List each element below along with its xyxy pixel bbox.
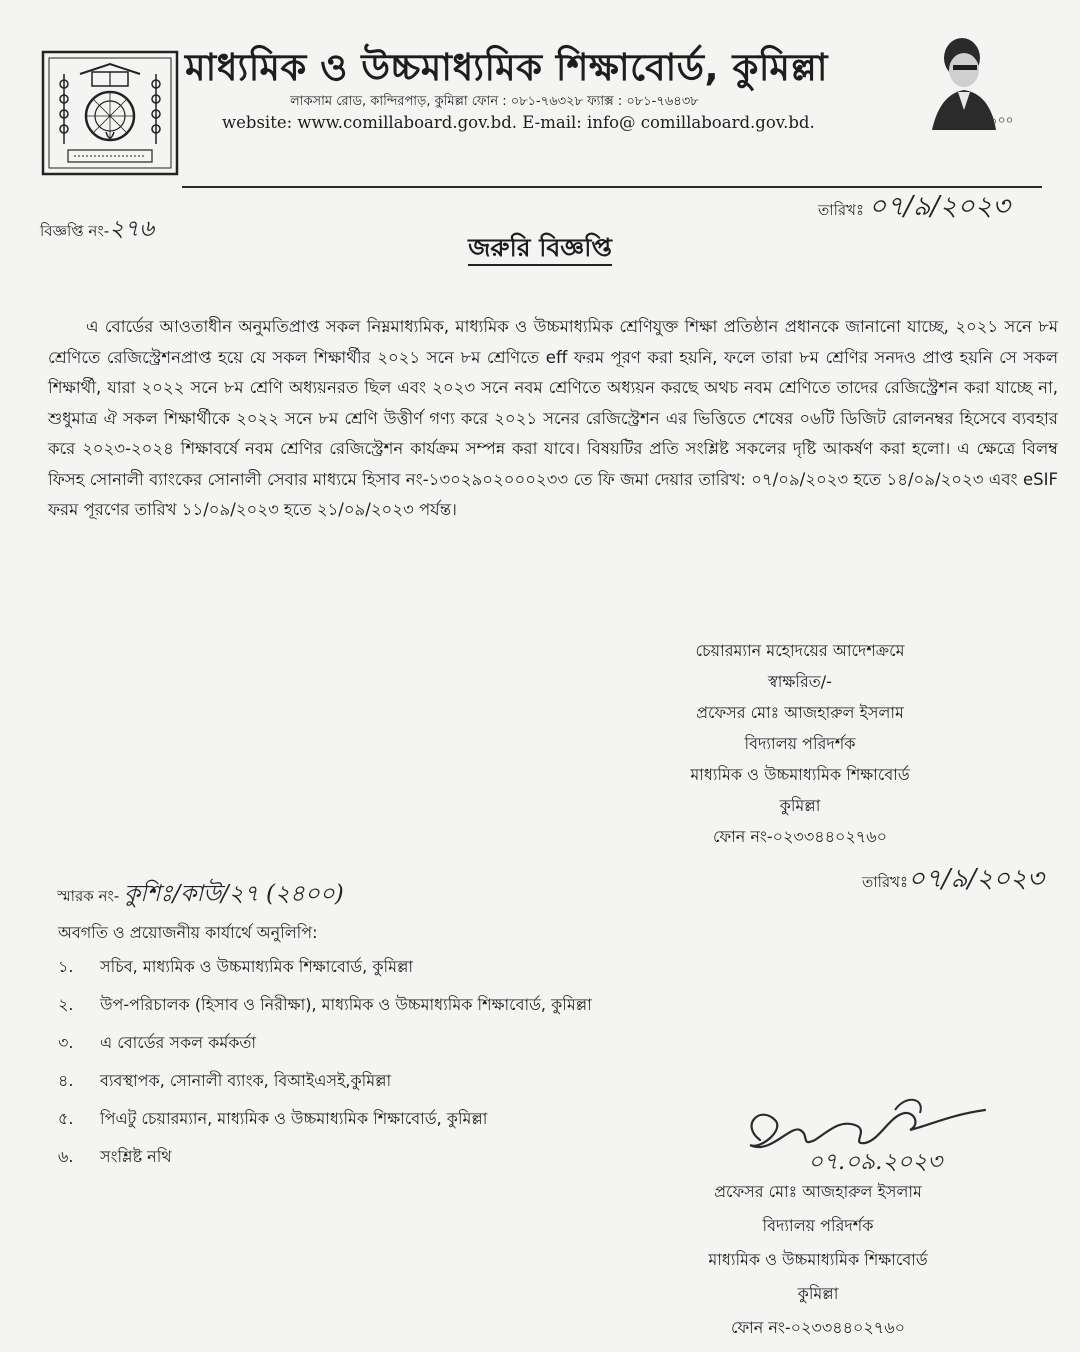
board-name: মাধ্যমিক ও উচ্চমাধ্যমিক শিক্ষাবোর্ড, কুমিল্লা <box>185 46 829 89</box>
sign1-line7: ফোন নং-০২৩৩৪৪০২৭৬০ <box>712 827 888 846</box>
list-item-text: উপ-পরিচালক (হিসাব ও নিরীক্ষা), মাধ্যমিক ও উচ্চমাধ্যমিক শিক্ষাবোর্ড, কুমিল্লা <box>100 995 592 1014</box>
memo-number-value: কুশিঃ/কাউ/২৭ (২৪০০) <box>124 881 344 907</box>
notice-date-label: তারিখঃ <box>818 201 864 219</box>
list-item-text: পিএটু চেয়ারম্যান, মাধ্যমিক ও উচ্চমাধ্যমিক শিক্ষাবোর্ড, কুমিল্লা <box>100 1109 488 1128</box>
notice-number-label: বিজ্ঞপ্তি নং- <box>40 222 110 240</box>
list-item-number: ৪. <box>58 1071 74 1090</box>
board-logo-icon <box>40 44 180 184</box>
notice-date <box>818 186 1010 231</box>
sign1-line6: কুমিল্লা <box>779 796 821 815</box>
copy-list <box>58 948 592 1176</box>
memo-date <box>862 858 1044 902</box>
list-item <box>58 1100 592 1138</box>
notice-title-text: জরুরি বিজ্ঞপ্তি <box>468 233 612 266</box>
sign1-line5: মাধ্যমিক ও উচ্চমাধ্যমিক শিক্ষাবোর্ড <box>690 765 910 784</box>
list-item <box>58 1024 592 1062</box>
list-item-number: ২. <box>58 995 74 1014</box>
notice-body <box>48 312 1058 526</box>
sign2-line1: প্রফেসর মোঃ আজহারুল ইসলাম <box>714 1182 922 1201</box>
list-item <box>58 1062 592 1100</box>
notice-date-value: ০৭/৯/২০২৩ <box>868 191 1010 222</box>
list-item-number: ৫. <box>58 1109 74 1128</box>
sign2-line4: কুমিল্লা <box>797 1284 839 1303</box>
handwritten-signature <box>730 1085 1000 1175</box>
list-item-number: ৬. <box>58 1147 74 1166</box>
portrait-emblem-icon <box>920 30 1075 130</box>
list-item-number: ১. <box>58 957 74 976</box>
list-item-text: ব্যবস্থাপক, সোনালী ব্যাংক, বিআইএসই,কুমিল্লা <box>100 1071 392 1090</box>
memo-date-label: তারিখঃ <box>862 873 908 891</box>
memo-date-value: ০৭/৯/২০২৩ <box>908 864 1044 894</box>
list-item-number: ৩. <box>58 1033 74 1052</box>
svg-text:১০০: ১০০ <box>990 113 1014 127</box>
list-item-text: সংশ্লিষ্ট নথি <box>100 1147 172 1166</box>
list-item-text: এ বোর্ডের সকল কর্মকর্তা <box>100 1033 257 1052</box>
list-item <box>58 1138 592 1176</box>
memo-number <box>57 875 344 914</box>
memo-number-label: স্মারক নং- <box>57 887 120 905</box>
copy-list-label: অবগতি ও প্রয়োজনীয় কার্যার্থে অনুলিপি: <box>58 923 318 942</box>
list-item <box>58 986 592 1024</box>
signature-block-chairman-order <box>610 635 990 852</box>
sign1-line1: চেয়ারম্যান মহোদয়ের আদেশক্রমে <box>695 641 905 660</box>
list-item-text: সচিব, মাধ্যমিক ও উচ্চমাধ্যমিক শিক্ষাবোর্ড, কুমিল্লা <box>100 957 414 976</box>
signature-block-inspector <box>628 1175 1008 1345</box>
list-item <box>58 948 592 986</box>
sign1-line3: প্রফেসর মোঃ আজহারুল ইসলাম <box>696 703 904 722</box>
notice-body-text: এ বোর্ডের আওতাধীন অনুমতিপ্রাপ্ত সকল নিম্নমাধ্যমিক, মাধ্যমিক ও উচ্চমাধ্যমিক শ্রেণিযুক্ত শিক্ষা প্রতিষ্ঠান প্রধানকে জানানো যাচ্ছে, ২০২১ সনে ৮ম শ্রেণিতে রেজিস্ট্রেশনপ্রাপ্ত হয়ে যে সকল শিক্ষার্থীর ২০২১ সনে ৮ম শ্রেণিতে eff ফরম পূরণ করা হয়নি, ফলে তারা ৮ম শ্রেণির সনদও প্রাপ্ত হয়নি সে সকল শিক্ষার্থী, যারা ২০২২ সনে ৮ম শ্রেণি অধ্যয়নরত ছিল এবং ২০২৩ সনে নবম শ্রেণিতে অধ্যয়ন করছে অথচ নবম শ্রেণিতে তাদের রেজিস্ট্রেশন করা যাচ্ছে না, শুধুমাত্র ঐ সকল শিক্ষার্থীকে ২০২২ সনে ৮ম শ্রেণি উত্তীর্ণ গণ্য করে ২০২১ সনের রেজিস্ট্রেশন এর ভিত্তিতে শেষের ০৬টি ডিজিট রোলনম্বর হিসেবে ব্যবহার করে ২০২৩-২০২৪ শিক্ষাবর্ষে নবম শ্রেণির রেজিস্ট্রেশন কার্যক্রম সম্পন্ন করা যাবে। বিষয়টির প্রতি সংশ্লিষ্ট সকলের দৃষ্টি আকর্ষণ করা হলো। এ ক্ষেত্রে বিলম্ব ফিসহ সোনালী ব্যাংকের সোনালী সেবার মাধ্যমে হিসাব নং-১৩০২৯০২০০০২৩৩ তে ফি জমা দেয়ার তারিখ: ০৭/০৯/২০২৩ হতে ১৪/০৯/২০২৩ এবং eSIF ফরম পূরণের তারিখ ১১/০৯/২০২৩ হতে ২১/০৯/২০২৩ পর্যন্ত। <box>48 317 1059 519</box>
sign2-line5: ফোন নং-০২৩৩৪৪০২৭৬০ <box>730 1318 906 1337</box>
signature-date: ০৭.০৯.২০২৩ <box>808 1149 943 1175</box>
notice-title <box>0 228 1080 271</box>
notice-number-value: ২৭৬ <box>109 216 155 242</box>
board-contact: লাকসাম রোড, কান্দিরপাড়, কুমিল্লা ফোন : ০৮১-৭৬৩২৮ ফ্যাক্স : ০৮১-৭৬৪৩৮ <box>290 94 699 109</box>
board-web-email: website: www.comillaboard.gov.bd. E-mail: info@ comillaboard.gov.bd. <box>222 113 815 132</box>
sign1-line2: স্বাক্ষরিত/- <box>768 672 832 691</box>
sign1-line4: বিদ্যালয় পরিদর্শক <box>744 734 856 753</box>
sign2-line2: বিদ্যালয় পরিদর্শক <box>762 1216 874 1235</box>
sign2-line3: মাধ্যমিক ও উচ্চমাধ্যমিক শিক্ষাবোর্ড <box>708 1250 928 1269</box>
